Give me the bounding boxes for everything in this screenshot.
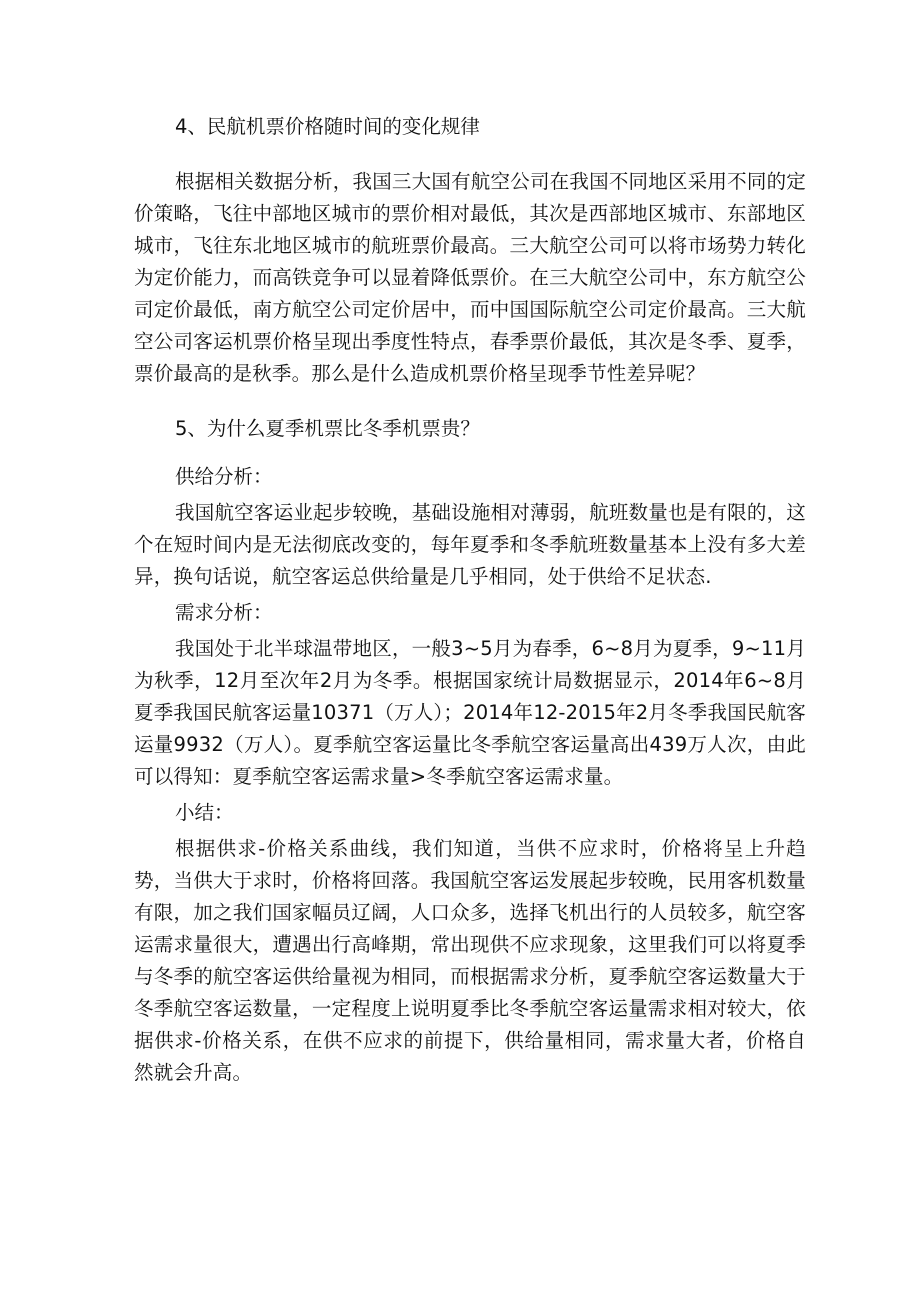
supply-analysis-body: 我国航空客运业起步较晚，基础设施相对薄弱，航班数量也是有限的，这个在短时间内是无法彻底改变的，每年夏季和冬季航班数量基本上没有多大差异，换句话说，航空客运总供给量是几乎相同，处于供给不足状态. <box>134 501 806 588</box>
summary-label: 小结： <box>175 801 234 824</box>
summary-body: 根据供求-价格关系曲线，我们知道，当供不应求时，价格将呈上升趋势，当供大于求时，价格将回落。我国航空客运发展起步较晚，民用客机数量有限，加之我们国家幅员辽阔，人口众多，选择飞机出行的人员较多，航空客运需求量很大，遭遇出行高峰期，常出现供不应求现象，这里我们可以将夏季与冬季的航空客运供给量视为相同，而根据需求分析，夏季航空客运数量大于冬季航空客运数量，一定程度上说明夏季比冬季航空客运量需求相对较大，依据供求-价格关系，在供不应求的前提下，供给量相同，需求量大者，价格自然就会升高。 <box>134 837 806 1084</box>
demand-analysis-body: 我国处于北半球温带地区，一般3~5月为春季，6~8月为夏季，9~11月为秋季，12月至次年2月为冬季。根据国家统计局数据显示，2014年6~8月夏季我国民航客运量10371（万人）；2014年12-2015年2月冬季我国民航客运量9932（万人）。夏季航空客运量比冬季航空客运量高出439万人次，由此可以得知：夏季航空客运需求量>冬季航空客运需求量。 <box>134 637 806 788</box>
demand-analysis-label: 需求分析： <box>175 601 273 624</box>
document-content <box>134 111 806 1089</box>
supply-analysis-label: 供给分析： <box>175 465 273 488</box>
section-4-heading: 4、民航机票价格随时间的变化规律 <box>175 115 480 138</box>
section-4-body: 根据相关数据分析，我国三大国有航空公司在我国不同地区采用不同的定价策略，飞往中部地区城市的票价相对最低，其次是西部地区城市、东部地区城市，飞往东北地区城市的航班票价最高。三大航空公司可以将市场势力转化为定价能力，而高铁竞争可以显着降低票价。在三大航空公司中，东方航空公司定价最低，南方航空公司定价居中，而中国国际航空公司定价最高。三大航空公司客运机票价格呈现出季度性特点，春季票价最低，其次是冬季、夏季，票价最高的是秋季。那么是什么造成机票价格呈现季节性差异呢？ <box>134 170 806 385</box>
section-5-heading: 5、为什么夏季机票比冬季机票贵？ <box>175 417 480 440</box>
